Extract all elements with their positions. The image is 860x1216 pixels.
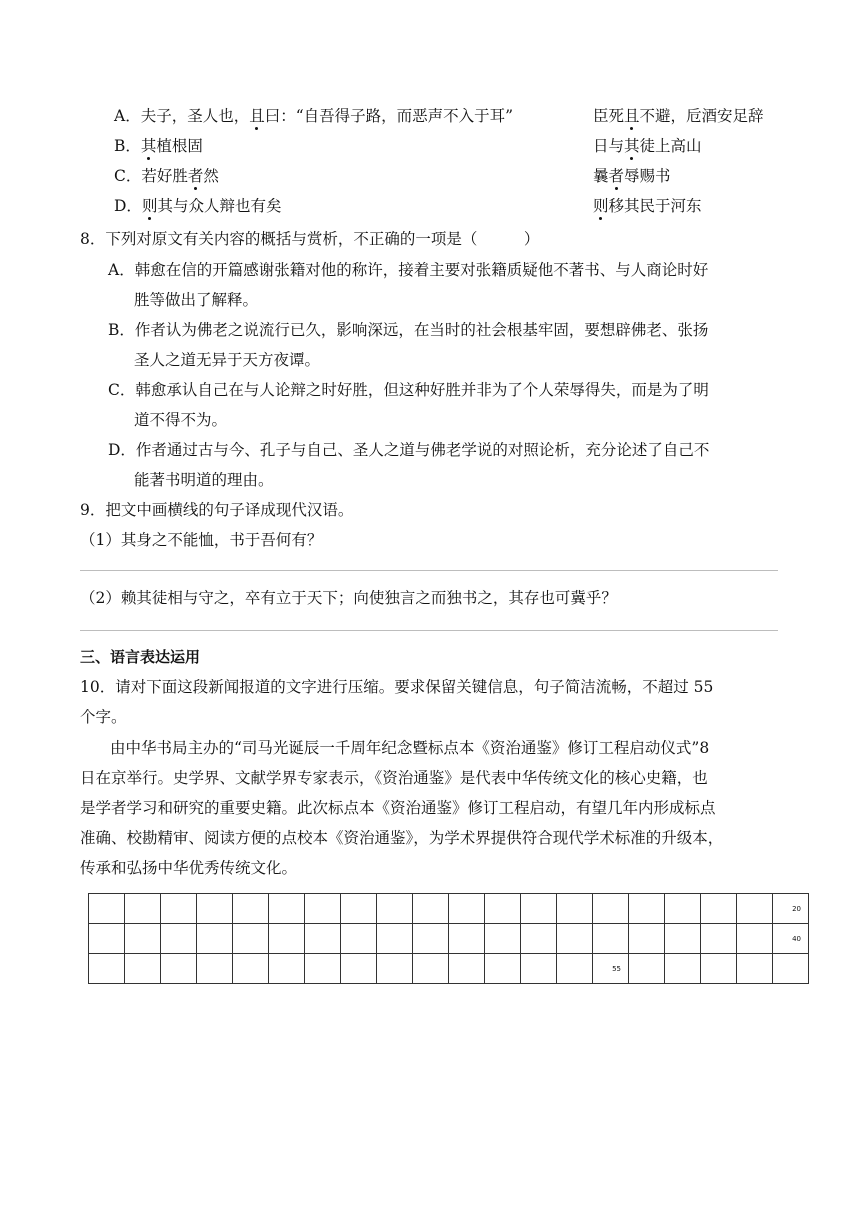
q10-stem-line2: 个字。 [80, 708, 127, 726]
grid-cell[interactable] [161, 954, 197, 984]
answer-line-2[interactable] [80, 630, 778, 631]
option-text: 其与众人辩也有矣 [157, 197, 282, 215]
grid-cell[interactable] [125, 924, 161, 954]
option-text: 曰：“自吾得子路，而恶声不入于耳” [264, 107, 514, 125]
option-text: 曩 [593, 167, 609, 185]
option-text: 夫子，圣人也， [140, 107, 250, 125]
grid-cell[interactable] [197, 894, 233, 924]
grid-cell[interactable] [269, 954, 305, 984]
count-marker-55: 55 [612, 965, 621, 973]
grid-cell[interactable] [341, 894, 377, 924]
grid-row-3 [89, 954, 809, 984]
grid-cell[interactable] [737, 894, 773, 924]
option-letter: A． [114, 107, 141, 125]
news-paragraph-line3: 是学者学习和研究的重要史籍。此次标点本《资治通鉴》修订工程启动，有望几年内形成标点 [80, 799, 716, 817]
grid-cell[interactable] [305, 954, 341, 984]
answer-line-1[interactable] [80, 570, 778, 571]
grid-cell[interactable] [305, 924, 341, 954]
grid-cell[interactable] [557, 894, 593, 924]
grid-cell[interactable] [161, 924, 197, 954]
grid-cell[interactable] [377, 924, 413, 954]
q8-option-a-line2: 胜等做出了解释。 [134, 291, 259, 309]
q7-option-a [114, 106, 513, 126]
grid-cell[interactable] [485, 924, 521, 954]
grid-cell[interactable] [593, 924, 629, 954]
option-text: 日与 [593, 137, 625, 155]
news-paragraph-line5: 传承和弘扬中华优秀传统文化。 [80, 859, 298, 877]
grid-cell[interactable] [413, 924, 449, 954]
grid-cell[interactable] [701, 894, 737, 924]
option-text: 臣死 [593, 107, 625, 125]
grid-cell[interactable] [161, 894, 197, 924]
grid-cell[interactable] [737, 924, 773, 954]
grid-cell[interactable] [629, 894, 665, 924]
grid-cell[interactable] [89, 954, 125, 984]
q8-option-d-line1: D．作者通过古与今、孔子与自己、圣人之道与佛老学说的对照论析，充分论述了自己不 [108, 441, 710, 459]
grid-cell[interactable] [485, 954, 521, 984]
q8-option-b-line2: 圣人之道无异于天方夜谭。 [134, 351, 321, 369]
option-text: 不避，卮酒安足辞 [639, 107, 764, 125]
option-text: 若好胜 [141, 167, 188, 185]
grid-cell[interactable] [377, 954, 413, 984]
q8-stem: 8．下列对原文有关内容的概括与赏析，不正确的一项是（ ） [80, 230, 540, 248]
grid-cell[interactable] [413, 894, 449, 924]
emphasis-char: 且 [624, 107, 640, 125]
grid-cell[interactable] [485, 894, 521, 924]
grid-cell[interactable] [665, 954, 701, 984]
news-paragraph-line4: 准确、校勘精审、阅读方便的点校本《资治通鉴》，为学术界提供符合现代学术标准的升级本， [80, 829, 724, 847]
grid-cell[interactable] [413, 954, 449, 984]
grid-cell[interactable] [593, 954, 629, 984]
grid-cell[interactable] [701, 924, 737, 954]
grid-cell[interactable] [233, 924, 269, 954]
q10-stem-line1: 10．请对下面这段新闻报道的文字进行压缩。要求保留关键信息，句子简洁流畅，不超过 55 [80, 678, 714, 696]
grid-cell[interactable] [773, 924, 809, 954]
grid-cell[interactable] [197, 924, 233, 954]
grid-cell[interactable] [125, 894, 161, 924]
grid-cell[interactable] [233, 894, 269, 924]
option-letter: C． [114, 167, 142, 185]
grid-cell[interactable] [197, 954, 233, 984]
q7-option-b [114, 136, 203, 156]
answer-grid[interactable] [88, 893, 809, 984]
q8-option-c-line1: C．韩愈承认自己在与人论辩之时好胜，但这种好胜并非为了个人荣辱得失，而是为了明 [108, 381, 709, 399]
emphasis-char: 其 [624, 137, 640, 155]
grid-cell[interactable] [737, 954, 773, 984]
news-paragraph-line1: 由中华书局主办的“司马光诞辰一千周年纪念暨标点本《资治通鉴》修订工程启动仪式”8 [110, 739, 710, 757]
q7-option-b-right [593, 136, 702, 156]
grid-cell[interactable] [629, 954, 665, 984]
grid-cell[interactable] [701, 954, 737, 984]
q9-sentence-1: （1）其身之不能恤，书于吾何有？ [80, 531, 323, 549]
grid-cell[interactable] [125, 954, 161, 984]
grid-cell[interactable] [305, 894, 341, 924]
grid-cell[interactable] [521, 954, 557, 984]
option-text: 徒上高山 [639, 137, 702, 155]
count-marker-20: 20 [792, 905, 801, 913]
grid-cell[interactable] [449, 894, 485, 924]
option-text: 移其民于河东 [608, 197, 702, 215]
grid-cell[interactable] [89, 894, 125, 924]
emphasis-char: 且 [249, 107, 265, 125]
grid-cell[interactable] [89, 924, 125, 954]
grid-cell[interactable] [593, 894, 629, 924]
grid-cell[interactable] [773, 954, 809, 984]
q7-option-d [114, 196, 281, 216]
grid-cell[interactable] [773, 894, 809, 924]
grid-cell[interactable] [341, 954, 377, 984]
q8-option-b-line1: B．作者认为佛老之说流行已久，影响深远，在当时的社会根基牢固，要想辟佛老、张扬 [108, 321, 709, 339]
emphasis-char: 者 [608, 167, 625, 185]
q7-option-a-right [593, 106, 764, 126]
q9-sentence-2: （2）赖其徒相与守之，卒有立于天下；向使独言之而独书之，其存也可冀乎？ [80, 589, 617, 607]
option-text: 植根固 [156, 137, 203, 155]
q7-option-c-right [593, 166, 671, 186]
grid-cell[interactable] [449, 924, 485, 954]
grid-cell[interactable] [377, 894, 413, 924]
option-text: 然 [203, 167, 219, 185]
grid-cell[interactable] [665, 924, 701, 954]
grid-cell[interactable] [521, 894, 557, 924]
emphasis-char: 则 [141, 197, 158, 215]
grid-cell[interactable] [557, 954, 593, 984]
option-letter: B． [114, 137, 141, 155]
news-paragraph-line2: 日在京举行。史学界、文献学界专家表示，《资治通鉴》是代表中华传统文化的核心史籍，也 [80, 769, 708, 787]
grid-cell[interactable] [341, 924, 377, 954]
grid-row-1 [89, 894, 809, 924]
grid-row-2 [89, 924, 809, 954]
grid-cell[interactable] [269, 924, 305, 954]
grid-cell[interactable] [521, 924, 557, 954]
q7-option-d-right [593, 196, 702, 216]
grid-cell[interactable] [665, 894, 701, 924]
grid-cell[interactable] [269, 894, 305, 924]
option-letter: D． [114, 197, 142, 215]
emphasis-char: 则 [593, 197, 609, 215]
q7-option-c [114, 166, 219, 186]
emphasis-char: 者 [187, 167, 204, 185]
q8-option-a-line1: A．韩愈在信的开篇感谢张籍对他的称许，接着主要对张籍质疑他不著书、与人商论时好 [108, 261, 709, 279]
option-text: 辱赐书 [624, 167, 671, 185]
grid-cell[interactable] [233, 954, 269, 984]
section-3-title: 三、语言表达运用 [80, 648, 201, 666]
q8-option-d-line2: 能著书明道的理由。 [134, 471, 274, 489]
grid-cell[interactable] [557, 924, 593, 954]
q9-stem: 9．把文中画横线的句子译成现代汉语。 [80, 501, 354, 519]
q8-option-c-line2: 道不得不为。 [134, 411, 228, 429]
grid-cell[interactable] [629, 924, 665, 954]
emphasis-char: 其 [140, 137, 157, 155]
count-marker-40: 40 [792, 935, 801, 943]
grid-cell[interactable] [449, 954, 485, 984]
